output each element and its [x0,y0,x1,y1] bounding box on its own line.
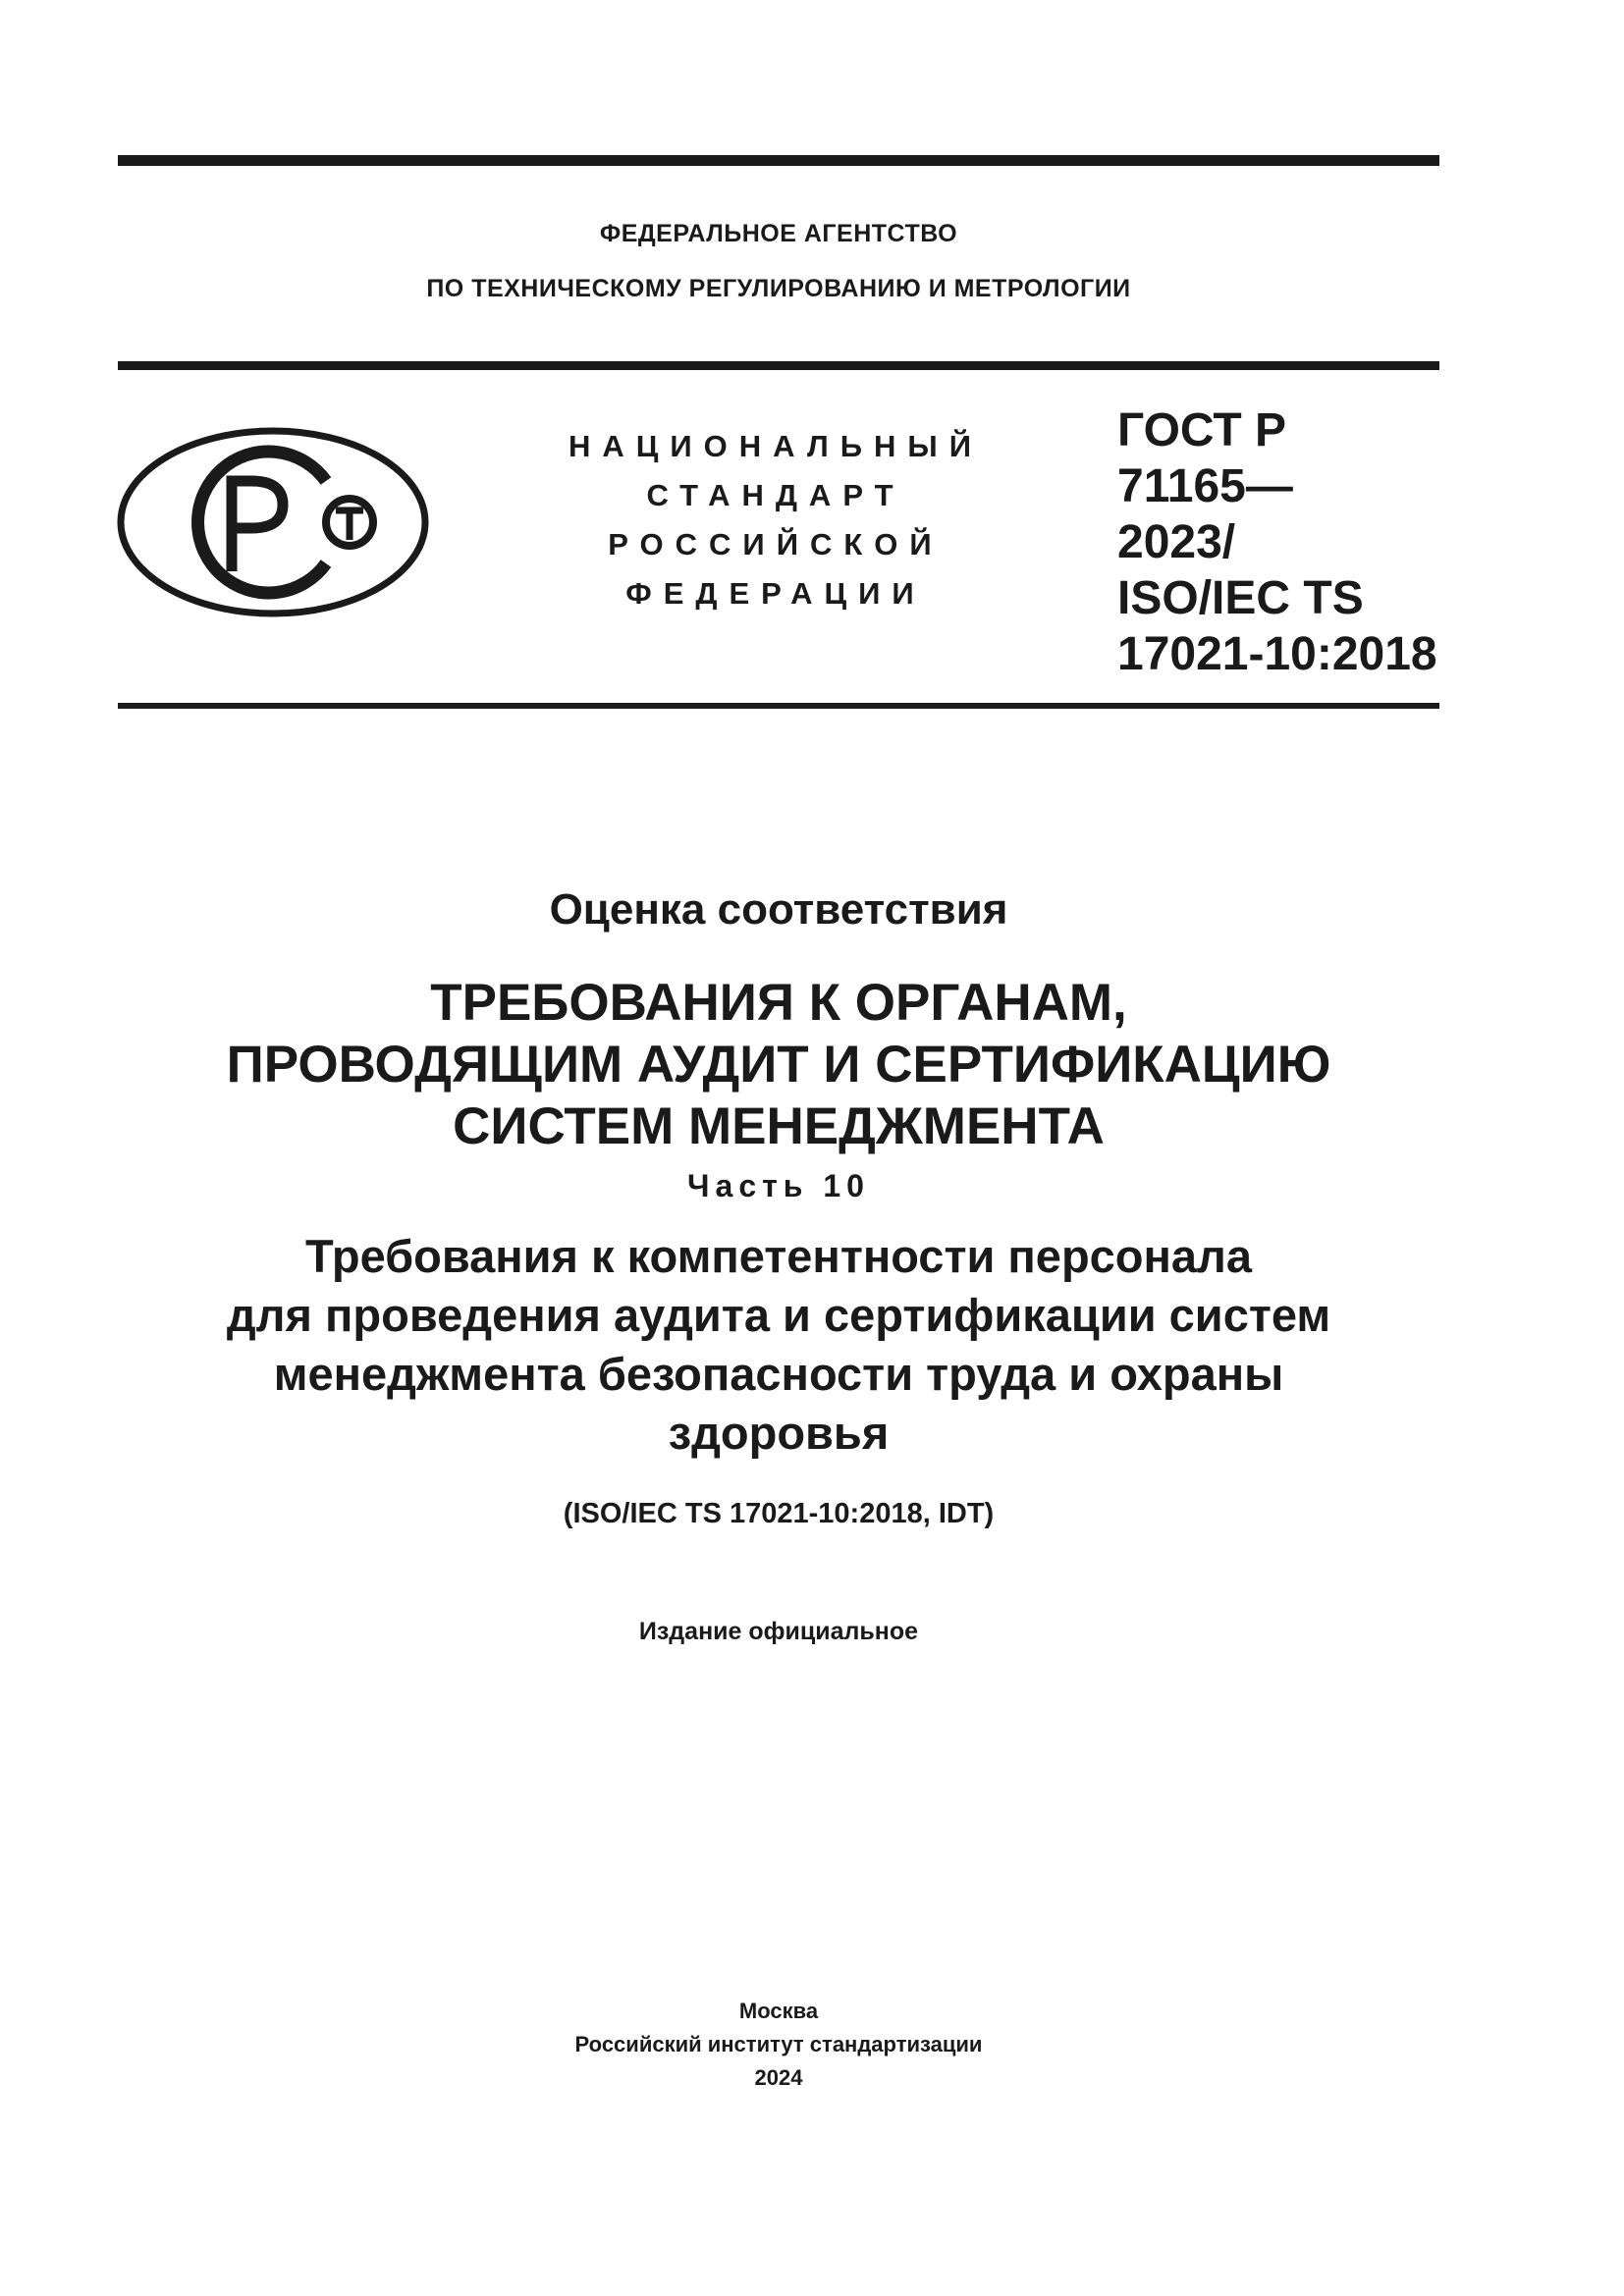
national-standard-line4: ФЕДЕРАЦИИ [625,576,926,611]
pst-emblem-icon [116,424,430,620]
top-rule [118,155,1439,166]
national-standard-line3: РОССИЙСКОЙ [608,527,944,561]
publication-year: 2024 [754,2065,803,2090]
part-title-line1: Требования к компетентности персонала [304,1230,1253,1282]
part-title-line3: менеджмента безопасности труда и охраны [273,1348,1284,1400]
designation-line3: 2023/ [1117,516,1236,568]
iso-reference: (ISO/IEC TS 17021-10:2018, IDT) [563,1498,995,1529]
main-title-line1: ТРЕБОВАНИЯ К ОРГАНАМ, [430,974,1127,1032]
national-standard-line2: СТАНДАРТ [646,478,905,512]
document-subtitle: Оценка соответствия [549,885,1008,934]
agency-name-line1: ФЕДЕРАЛЬНОЕ АГЕНТСТВО [599,220,958,247]
agency-name-line2: ПО ТЕХНИЧЕСКОМУ РЕГУЛИРОВАНИЮ И МЕТРОЛОГИИ [426,275,1131,302]
designation-line4: ISO/IEC TS [1117,572,1364,624]
header-rule [118,361,1439,370]
document-main-title [118,972,1439,1157]
national-standard-line1: НАЦИОНАЛЬНЫЙ [568,429,984,463]
standard-designation [1117,402,1441,682]
part-number: Часть 10 [687,1168,870,1203]
edition-note: Издание официальное [638,1618,919,1645]
designation-line2: 71165— [1117,460,1293,512]
designation-line5: 17021-10:2018 [1117,628,1437,680]
designation-rule [118,703,1439,709]
main-title-line2: ПРОВОДЯЩИМ АУДИТ И СЕРТИФИКАЦИЮ [226,1036,1331,1094]
part-title [118,1227,1439,1463]
publisher-name: Российский институт стандартизации [574,2032,983,2056]
national-standard-label [550,422,1001,618]
part-title-line4: здоровья [668,1407,890,1459]
designation-line1: ГОСТ Р [1117,404,1287,456]
publisher-block [118,1995,1439,2095]
publisher-city: Москва [738,1999,819,2023]
main-title-line3: СИСТЕМ МЕНЕДЖМЕНТА [453,1097,1105,1155]
part-title-line2: для проведения аудита и сертификации систем [226,1289,1331,1341]
